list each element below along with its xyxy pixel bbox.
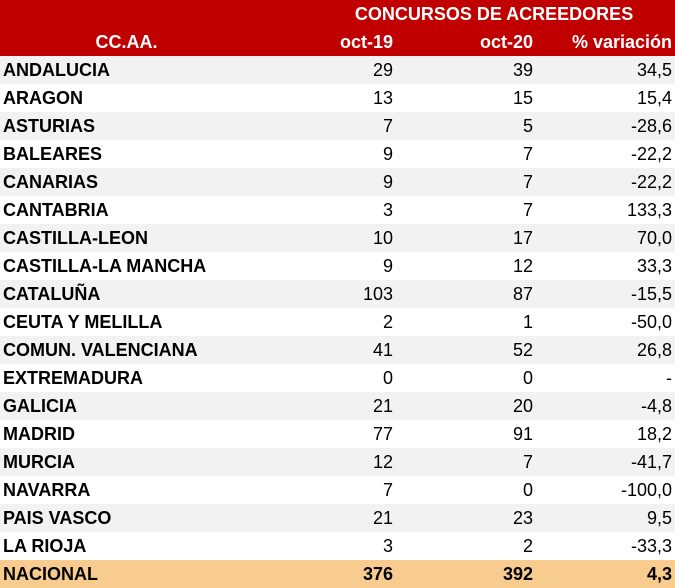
oct20-cell: 91 [396, 420, 536, 448]
oct19-cell: 10 [256, 224, 396, 252]
column-header-oct20: oct-20 [396, 28, 536, 56]
table-body [0, 56, 675, 560]
table-row [0, 196, 675, 224]
region-cell: NAVARRA [0, 476, 256, 504]
table-title: CONCURSOS DE ACREEDORES [256, 0, 675, 28]
variation-cell: -41,7 [536, 448, 675, 476]
oct20-cell: 17 [396, 224, 536, 252]
region-cell: COMUN. VALENCIANA [0, 336, 256, 364]
oct19-cell: 9 [256, 168, 396, 196]
variation-cell: 70,0 [536, 224, 675, 252]
region-cell: CATALUÑA [0, 280, 256, 308]
variation-cell: 26,8 [536, 336, 675, 364]
region-cell: ARAGON [0, 84, 256, 112]
table-header [0, 0, 675, 56]
header-row-columns [0, 28, 675, 56]
total-oct19: 376 [256, 560, 396, 588]
table-footer [0, 560, 675, 588]
region-cell: CANARIAS [0, 168, 256, 196]
variation-cell: -22,2 [536, 140, 675, 168]
table-row [0, 532, 675, 560]
table-row [0, 252, 675, 280]
oct19-cell: 21 [256, 504, 396, 532]
oct20-cell: 20 [396, 392, 536, 420]
header-row-title [0, 0, 675, 28]
table-row [0, 168, 675, 196]
oct20-cell: 2 [396, 532, 536, 560]
oct20-cell: 12 [396, 252, 536, 280]
variation-cell: 133,3 [536, 196, 675, 224]
oct19-cell: 77 [256, 420, 396, 448]
variation-cell: 18,2 [536, 420, 675, 448]
table-row [0, 56, 675, 84]
oct19-cell: 3 [256, 532, 396, 560]
oct19-cell: 21 [256, 392, 396, 420]
variation-cell: -100,0 [536, 476, 675, 504]
variation-cell: -15,5 [536, 280, 675, 308]
table-row [0, 476, 675, 504]
header-empty-cell [0, 0, 256, 28]
oct20-cell: 52 [396, 336, 536, 364]
region-cell: LA RIOJA [0, 532, 256, 560]
oct19-cell: 0 [256, 364, 396, 392]
region-cell: ASTURIAS [0, 112, 256, 140]
total-label: NACIONAL [0, 560, 256, 588]
total-oct20: 392 [396, 560, 536, 588]
region-cell: BALEARES [0, 140, 256, 168]
region-cell: CEUTA Y MELILLA [0, 308, 256, 336]
oct20-cell: 15 [396, 84, 536, 112]
variation-cell: -22,2 [536, 168, 675, 196]
region-cell: GALICIA [0, 392, 256, 420]
region-cell: EXTREMADURA [0, 364, 256, 392]
table-row [0, 504, 675, 532]
oct20-cell: 0 [396, 364, 536, 392]
variation-cell: -28,6 [536, 112, 675, 140]
column-header-oct19: oct-19 [256, 28, 396, 56]
oct20-cell: 23 [396, 504, 536, 532]
oct20-cell: 7 [396, 196, 536, 224]
oct20-cell: 7 [396, 448, 536, 476]
region-cell: MADRID [0, 420, 256, 448]
table-row [0, 280, 675, 308]
oct20-cell: 0 [396, 476, 536, 504]
oct19-cell: 2 [256, 308, 396, 336]
oct20-cell: 87 [396, 280, 536, 308]
table-row [0, 392, 675, 420]
column-header-region: CC.AA. [0, 28, 256, 56]
region-cell: ANDALUCIA [0, 56, 256, 84]
variation-cell: -33,3 [536, 532, 675, 560]
column-header-variation: % variación [536, 28, 675, 56]
total-variation: 4,3 [536, 560, 675, 588]
oct20-cell: 7 [396, 140, 536, 168]
variation-cell: 33,3 [536, 252, 675, 280]
oct19-cell: 12 [256, 448, 396, 476]
total-row [0, 560, 675, 588]
region-cell: MURCIA [0, 448, 256, 476]
oct19-cell: 41 [256, 336, 396, 364]
table-row [0, 420, 675, 448]
table-row [0, 336, 675, 364]
oct19-cell: 13 [256, 84, 396, 112]
variation-cell: - [536, 364, 675, 392]
table-row [0, 308, 675, 336]
oct20-cell: 5 [396, 112, 536, 140]
oct20-cell: 1 [396, 308, 536, 336]
oct19-cell: 9 [256, 252, 396, 280]
region-cell: CANTABRIA [0, 196, 256, 224]
variation-cell: -4,8 [536, 392, 675, 420]
oct19-cell: 7 [256, 476, 396, 504]
table-row [0, 140, 675, 168]
table-row [0, 448, 675, 476]
table-row [0, 224, 675, 252]
variation-cell: 34,5 [536, 56, 675, 84]
oct20-cell: 7 [396, 168, 536, 196]
oct19-cell: 9 [256, 140, 396, 168]
oct19-cell: 29 [256, 56, 396, 84]
table-row [0, 84, 675, 112]
variation-cell: 15,4 [536, 84, 675, 112]
table-row [0, 112, 675, 140]
region-cell: PAIS VASCO [0, 504, 256, 532]
variation-cell: 9,5 [536, 504, 675, 532]
oct19-cell: 3 [256, 196, 396, 224]
oct20-cell: 39 [396, 56, 536, 84]
region-cell: CASTILLA-LA MANCHA [0, 252, 256, 280]
oct19-cell: 7 [256, 112, 396, 140]
variation-cell: -50,0 [536, 308, 675, 336]
region-cell: CASTILLA-LEON [0, 224, 256, 252]
table-row [0, 364, 675, 392]
oct19-cell: 103 [256, 280, 396, 308]
